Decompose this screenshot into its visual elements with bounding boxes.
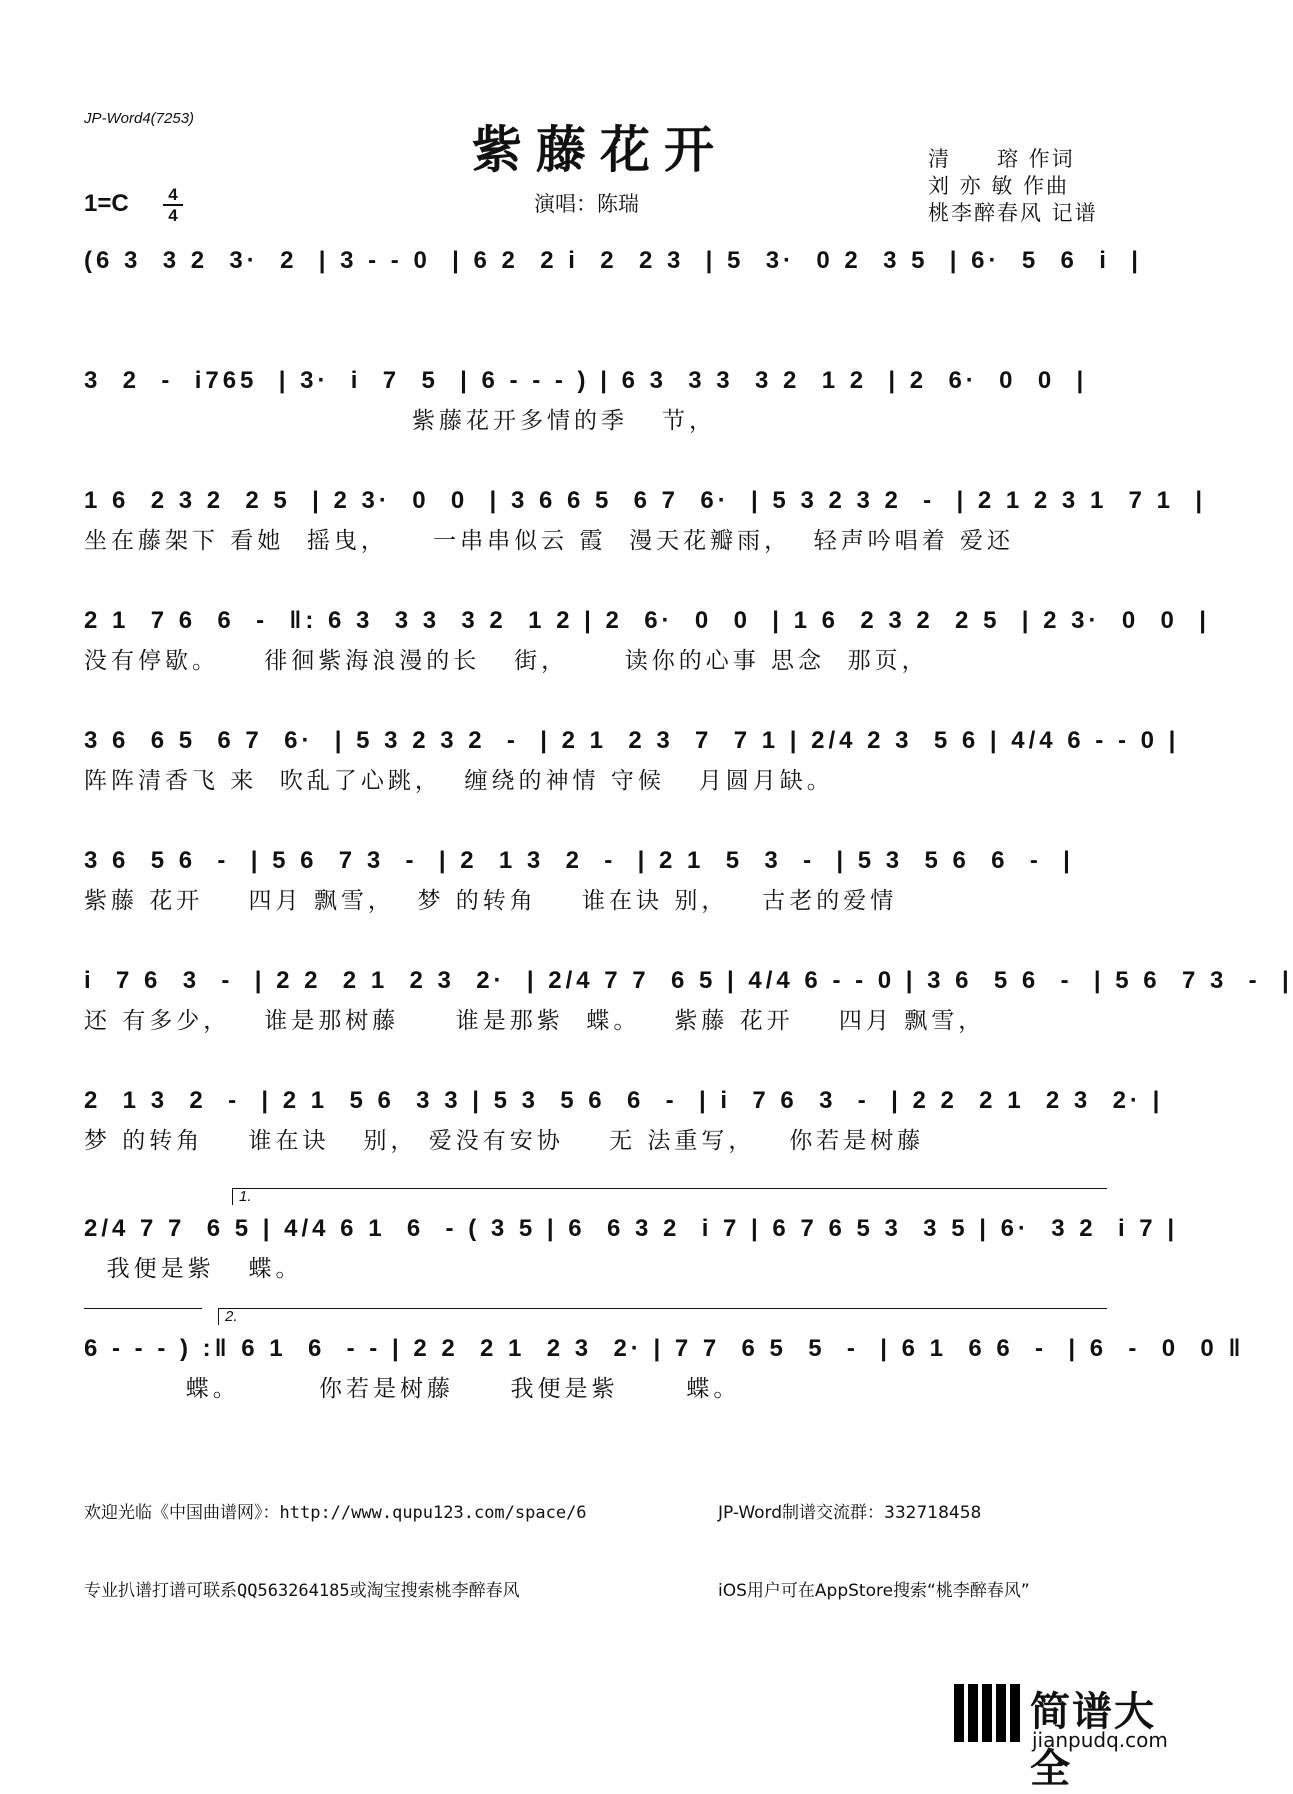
footer-website: 欢迎光临《中国曲谱网》：http://www.qupu123.com/space/6 bbox=[84, 1503, 587, 1523]
composer: 刘 亦 敏 作曲 bbox=[928, 174, 1070, 198]
lyricist: 清 瑢 作词 bbox=[928, 147, 1075, 171]
lyrics-line-10: 蝶。 你若是树藤 我便是紫 蝶。 bbox=[84, 1376, 741, 1402]
lyrics-line-7: 还 有多少， 谁是那树藤 谁是那紫 蝶。 紫藤 花开 四月 飘雪， bbox=[84, 1008, 986, 1034]
notes-line-2: 3 2 - i765 | 3· i 7 5 | 6 - - - ) | 6 3 3 3 3 2 1 2 | 2 6· 0 0 | bbox=[84, 367, 1088, 394]
staff-line-10 bbox=[84, 1326, 1245, 1406]
footer-ios: iOS用户可在AppStore搜索“桃李醉春风” bbox=[718, 1581, 1030, 1601]
time-signature bbox=[163, 186, 183, 224]
staff-line-8 bbox=[84, 1078, 1164, 1158]
time-signature-bottom: 4 bbox=[168, 206, 178, 225]
notes-line-10: 6 - - - ) :‖ 6 1 6 - - | 2 2 2 1 2 3 2· | 7 7 6 5 5 - | 6 1 6 6 - | 6 - 0 0 ‖ bbox=[84, 1335, 1245, 1362]
lyrics-line-6: 紫藤 花开 四月 飘雪， 梦 的转角 谁在诀 别， 古老的爱情 bbox=[84, 888, 898, 914]
lyrics-line-2: 紫藤花开多情的季 节， bbox=[84, 408, 716, 434]
notes-line-6: 3 6 5 6 - | 5 6 7 3 - | 2 1 3 2 - | 2 1 5 3 - | 5 3 5 6 6 - | bbox=[84, 847, 1074, 874]
lyrics-line-4: 没有停歇。 徘徊紫海浪漫的长 街， 读你的心事 思念 那页， bbox=[84, 648, 929, 674]
notes-line-3: 1 6 2 3 2 2 5 | 2 3· 0 0 | 3 6 6 5 6 7 6· | 5 3 2 3 2 - | 2 1 2 3 1 7 1 | bbox=[84, 487, 1207, 514]
notes-line-1: (6 3 3 2 3· 2 | 3 - - 0 | 6 2 2 i 2 2 3 | 5 3· 0 2 3 5 | 6· 5 6 i | bbox=[84, 247, 1142, 274]
staff-line-6 bbox=[84, 838, 1104, 918]
lyrics-line-1 bbox=[84, 284, 1104, 318]
staff-line-3 bbox=[84, 478, 1207, 558]
staff-line-9 bbox=[84, 1206, 1179, 1286]
lyrics-line-8: 梦 的转角 谁在诀 别， 爱没有安协 无 法重写， 你若是树藤 bbox=[84, 1128, 925, 1154]
logo-url: jianpudq.com bbox=[1032, 1728, 1168, 1752]
staff-line-5 bbox=[84, 718, 1180, 798]
song-title: 紫藤花开 bbox=[472, 120, 728, 179]
notes-line-4: 2 1 7 6 6 - ‖: 6 3 3 3 3 2 1 2 | 2 6· 0 0 | 1 6 2 3 2 2 5 | 2 3· 0 0 | bbox=[84, 607, 1210, 634]
footer-left bbox=[84, 1448, 587, 1630]
notes-line-8: 2 1 3 2 - | 2 1 5 6 3 3 | 5 3 5 6 6 - | i 7 6 3 - | 2 2 2 1 2 3 2· | bbox=[84, 1087, 1164, 1114]
footer-right bbox=[718, 1448, 1030, 1630]
staff-line-2 bbox=[84, 358, 1104, 438]
second-ending-label: 2. bbox=[225, 1308, 238, 1325]
lyrics-line-5: 阵阵清香飞 来 吹乱了心跳， 缠绕的神情 守候 月圆月缺。 bbox=[84, 768, 834, 794]
piano-icon bbox=[954, 1684, 1022, 1742]
credits bbox=[928, 146, 1098, 227]
notes-line-5: 3 6 6 5 6 7 6· | 5 3 2 3 2 - | 2 1 2 3 7 7 1 | 2/4 2 3 5 6 | 4/4 6 - - 0 | bbox=[84, 727, 1180, 754]
lyrics-line-3: 坐在藤架下 看她 摇曳， 一串串似云 霞 漫天花瓣雨， 轻声吟唱着 爱还 bbox=[84, 528, 1015, 554]
first-ending-bracket bbox=[232, 1188, 1107, 1205]
footer-qq-group: JP-Word制谱交流群：332718458 bbox=[718, 1503, 982, 1523]
first-ending-label: 1. bbox=[239, 1188, 252, 1205]
staff-line-7 bbox=[84, 958, 1293, 1038]
software-label: JP-Word4(7253) bbox=[84, 110, 195, 127]
site-logo bbox=[954, 1678, 1184, 1792]
staff-line-4 bbox=[84, 598, 1210, 678]
transcriber: 桃李醉春风 记谱 bbox=[928, 201, 1098, 225]
time-signature-top: 4 bbox=[168, 185, 178, 204]
logo-text: 简谱大全 bbox=[1030, 1689, 1156, 1792]
first-ending-continuation bbox=[84, 1308, 202, 1309]
key-signature: 1=C bbox=[84, 190, 129, 217]
staff-line-1 bbox=[84, 238, 1142, 318]
footer-contact: 专业扒谱打谱可联系QQ563264185或淘宝搜索桃李醉春风 bbox=[84, 1581, 520, 1601]
notes-line-9: 2/4 7 7 6 5 | 4/4 6 1 6 - ( 3 5 | 6 6 3 2 i 7 | 6 7 6 5 3 3 5 | 6· 3 2 i 7 | bbox=[84, 1215, 1179, 1242]
singer: 演唱：陈瑞 bbox=[534, 192, 639, 216]
notes-line-7: i 7 6 3 - | 2 2 2 1 2 3 2· | 2/4 7 7 6 5 | 4/4 6 - - 0 | 3 6 5 6 - | 5 6 7 3 - | bbox=[84, 967, 1293, 994]
lyrics-line-9: 我便是紫 蝶。 bbox=[84, 1256, 303, 1282]
second-ending-bracket bbox=[218, 1308, 1107, 1325]
